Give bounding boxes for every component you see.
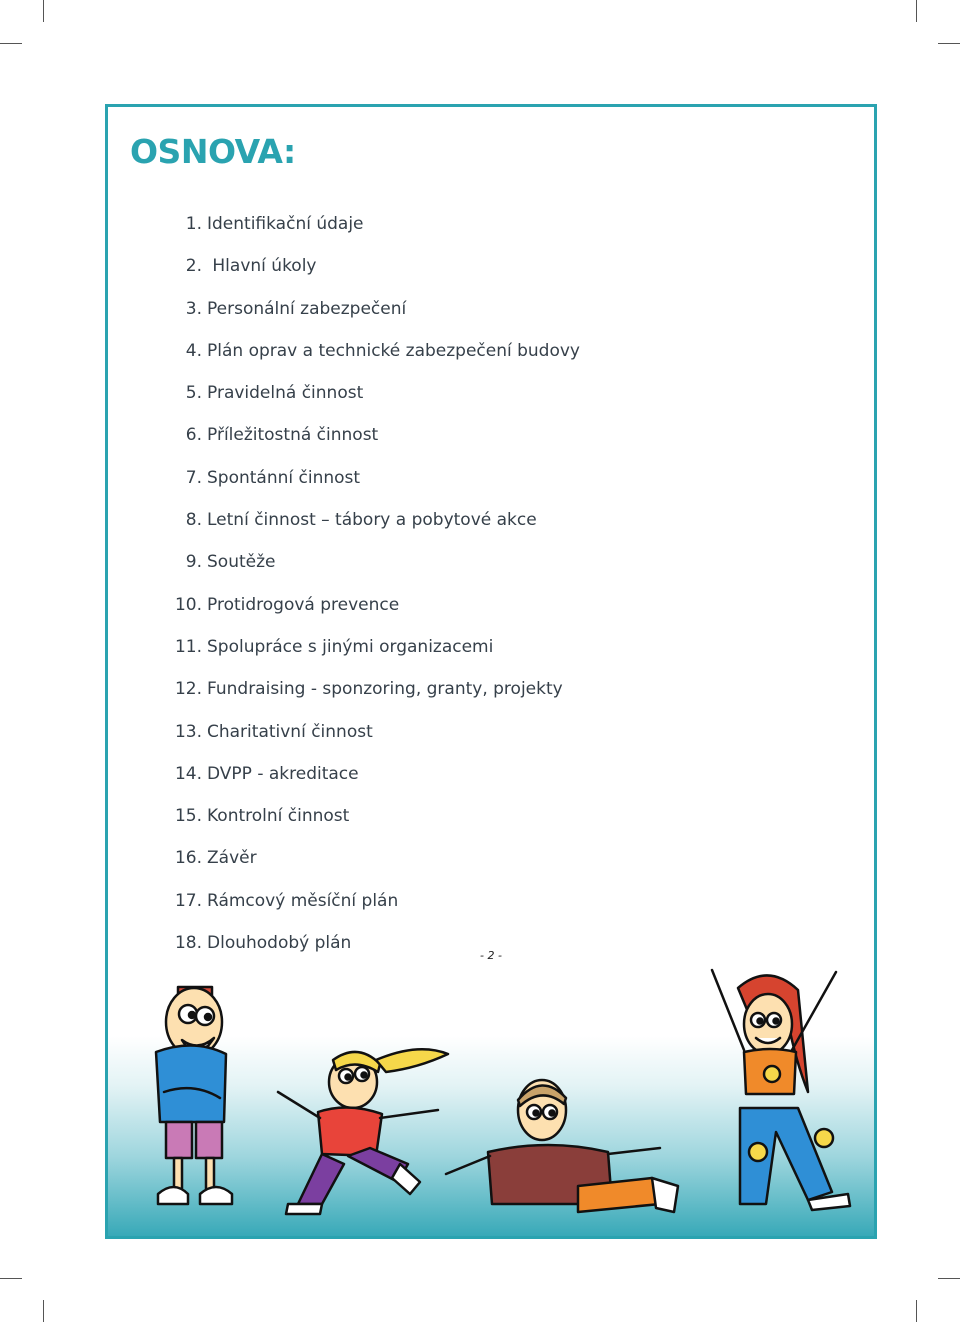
page-number: - 2 - <box>480 949 502 962</box>
toc-item <box>168 626 580 668</box>
crop-mark <box>0 43 22 44</box>
toc-number: 3. <box>185 298 202 319</box>
table-of-contents <box>168 203 580 964</box>
toc-number: 15. <box>174 806 202 827</box>
crop-mark <box>916 0 917 22</box>
toc-number: 12. <box>174 679 202 700</box>
toc-text: Fundraising - sponzoring, granty, projekty <box>207 679 563 700</box>
crop-mark <box>43 0 44 22</box>
toc-number: 5. <box>185 383 202 404</box>
toc-number: 1. <box>185 214 202 234</box>
toc-text: Spolupráce s jinými organizacemi <box>207 636 494 657</box>
page-title: OSNOVA: <box>130 132 296 171</box>
toc-text: Hlavní úkoly <box>207 256 317 277</box>
crop-mark <box>43 1300 44 1322</box>
kid-girl-cheering <box>712 970 850 1210</box>
toc-text: Plán oprav a technické zabezpečení budovy <box>207 340 580 361</box>
toc-text: Příležitostná činnost <box>207 425 379 446</box>
toc-text: Identifikační údaje <box>207 214 364 234</box>
toc-item <box>168 245 580 287</box>
toc-number: 16. <box>174 848 202 869</box>
toc-text: Soutěže <box>207 552 276 573</box>
toc-number: 4. <box>185 340 202 361</box>
toc-number: 8. <box>185 510 202 531</box>
toc-text: Kontrolní činnost <box>207 806 350 827</box>
crop-mark <box>0 1278 22 1279</box>
toc-number: 11. <box>174 636 202 657</box>
toc-text: Personální zabezpečení <box>207 298 407 319</box>
toc-item <box>168 837 580 879</box>
toc-number: 10. <box>174 594 202 615</box>
toc-item <box>168 414 580 456</box>
cartoon-kids-illustration <box>108 942 874 1236</box>
toc-text: DVPP - akreditace <box>207 763 359 784</box>
page-frame <box>105 104 877 1239</box>
toc-item <box>168 330 580 372</box>
toc-text: Protidrogová prevence <box>207 594 400 615</box>
toc-number: 18. <box>174 933 202 954</box>
toc-text: Dlouhodobý plán <box>207 933 352 954</box>
toc-item <box>168 880 580 922</box>
toc-text: Rámcový měsíční plán <box>207 890 399 911</box>
toc-number: 9. <box>185 552 202 573</box>
toc-text: Letní činnost – tábory a pobytové akce <box>207 510 537 531</box>
toc-number: 2. <box>185 256 202 277</box>
toc-item <box>168 711 580 753</box>
crop-mark <box>938 43 960 44</box>
toc-item <box>168 457 580 499</box>
toc-item <box>168 584 580 626</box>
kid-boy-standing <box>156 987 232 1204</box>
toc-number: 7. <box>185 467 202 488</box>
toc-number: 14. <box>174 763 202 784</box>
toc-item <box>168 795 580 837</box>
toc-number: 17. <box>174 890 202 911</box>
toc-item <box>168 203 580 245</box>
toc-item <box>168 499 580 541</box>
toc-item <box>168 668 580 710</box>
toc-item <box>168 372 580 414</box>
toc-number: 13. <box>174 721 202 742</box>
toc-text: Závěr <box>207 848 257 869</box>
crop-mark <box>938 1278 960 1279</box>
toc-text: Charitativní činnost <box>207 721 373 742</box>
toc-item <box>168 753 580 795</box>
kid-girl-running <box>278 1049 448 1214</box>
toc-item <box>168 288 580 330</box>
toc-item <box>168 541 580 583</box>
toc-text: Pravidelná činnost <box>207 383 364 404</box>
toc-text: Spontánní činnost <box>207 467 361 488</box>
crop-mark <box>916 1300 917 1322</box>
toc-number: 6. <box>185 425 202 446</box>
kid-boy-sitting <box>446 1080 678 1212</box>
